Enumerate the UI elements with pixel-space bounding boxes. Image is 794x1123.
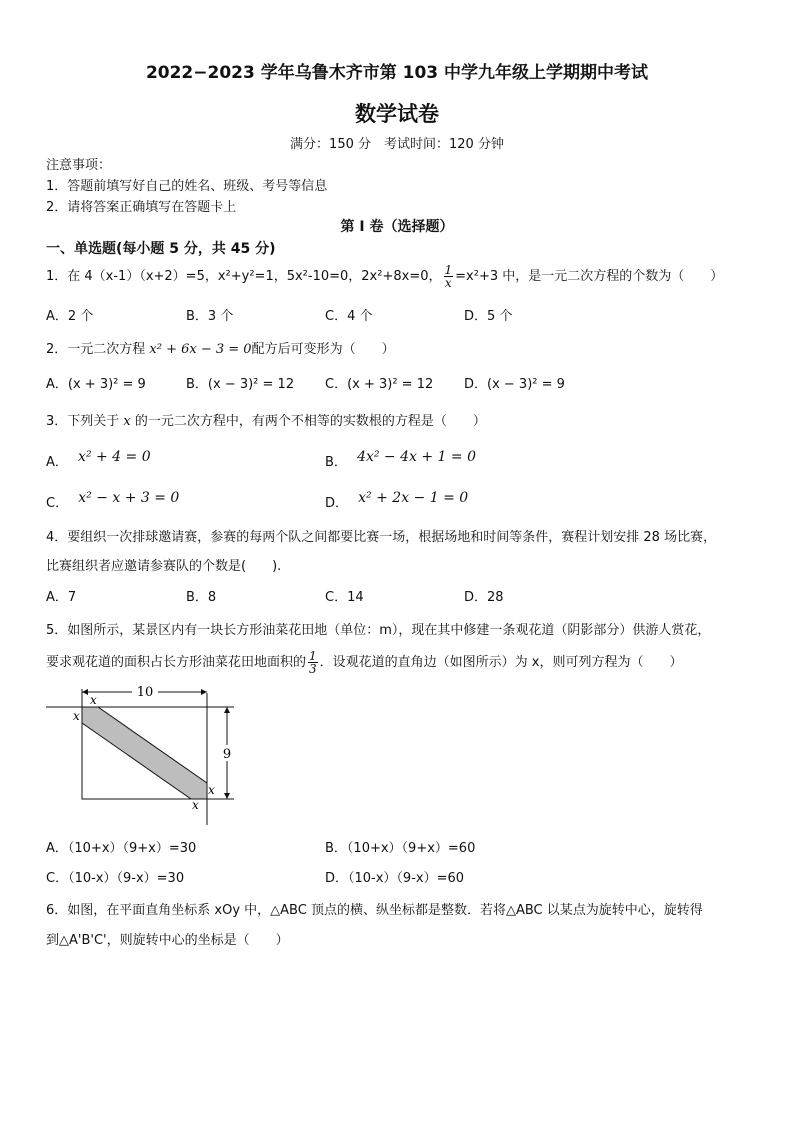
x-label-top: x — [90, 693, 97, 707]
width-label: 10 — [136, 685, 154, 700]
q5-option-a: A．（10+x）（9+x）=30 — [46, 841, 197, 856]
q3-option-b — [325, 446, 476, 470]
q2-option-a: A．(x + 3)² = 9 — [46, 377, 146, 392]
height-arrow-bottom — [224, 793, 230, 799]
exam-title: 2022−2023 学年乌鲁木齐市第 103 中学九年级上学期期中考试 — [145, 63, 649, 83]
path-shaded-region — [82, 707, 207, 799]
q3-variable: x — [123, 414, 131, 429]
x-label-right: x — [208, 783, 215, 797]
q3-option-c — [46, 487, 180, 511]
q3-option-b-label: B． — [325, 455, 347, 470]
flower-field-diagram — [46, 683, 236, 825]
part-heading: 一、单选题(每小题 5 分，共 45 分) — [46, 241, 276, 257]
q1-frac-den: x — [444, 276, 452, 290]
q2-equation: x² + 6x − 3 = 0 — [149, 342, 252, 357]
q2-option-c: C．(x + 3)² = 12 — [325, 377, 434, 392]
q3-option-b-eq: 4x² − 4x + 1 = 0 — [357, 449, 476, 465]
q5-frac-num: 1 — [309, 649, 317, 663]
q5-fraction — [308, 650, 318, 675]
q2-stem-a: 2．一元二次方程 — [46, 342, 150, 357]
x-label-bottom: x — [192, 798, 199, 812]
x-label-left: x — [73, 709, 80, 723]
q4-line-2: 比赛组织者应邀请参赛队的个数是( ). — [46, 559, 282, 574]
section-title: 第 I 卷（选择题） — [340, 219, 454, 235]
q3-option-a — [46, 446, 151, 470]
q3-option-a-eq: x² + 4 = 0 — [78, 449, 151, 465]
q5-option-c: C．（10-x）（9-x）=30 — [46, 871, 185, 886]
exam-meta: 满分：150 分 考试时间：120 分钟 — [290, 137, 504, 152]
flower-field-figure — [46, 683, 236, 825]
q4-option-d: D．28 — [464, 590, 504, 605]
q5-line-1: 5．如图所示，某景区内有一块长方形油菜花田地（单位：m），现在其中修建一条观花道（阴影部分）供游人赏花， — [46, 623, 711, 638]
width-arrow-right — [201, 689, 207, 695]
q4-option-b: B．8 — [186, 590, 217, 605]
q2-option-d: D．(x − 3)² = 9 — [464, 377, 565, 392]
q5-option-b: B．（10+x）（9+x）=60 — [325, 841, 476, 856]
q1-option-b: B．3 个 — [186, 309, 234, 324]
q5-line-2a: 要求观花道的面积占长方形油菜花田地面积的 — [46, 655, 307, 670]
q6-line-2: 到△A'B'C'，则旋转中心的坐标是（ ） — [46, 933, 289, 948]
q4-line-1: 4．要组织一次排球邀请赛，参赛的每两个队之间都要比赛一场，根据场地和时间等条件，赛程计划安排 28 场比赛， — [46, 530, 717, 545]
q3-option-c-label: C． — [46, 496, 69, 511]
q4-option-a: A．7 — [46, 590, 77, 605]
question-2-stem — [46, 338, 395, 357]
q5-frac-den: 3 — [309, 662, 317, 676]
notes-heading: 注意事项： — [46, 158, 112, 173]
q1-option-c: C．4 个 — [325, 309, 373, 324]
q2-stem-b: 配方后可变形为（ ） — [251, 342, 395, 357]
q5-line-2 — [46, 648, 682, 678]
q4-option-c: C．14 — [325, 590, 364, 605]
q1-option-d: D．5 个 — [464, 309, 513, 324]
q3-option-d-eq: x² + 2x − 1 = 0 — [358, 490, 469, 506]
q1-option-a: A．2 个 — [46, 309, 94, 324]
q3-option-a-label: A． — [46, 455, 68, 470]
q6-line-1: 6．如图，在平面直角坐标系 xOy 中，△ABC 顶点的横、纵坐标都是整数．若将△ABC 以某点为旋转中心，旋转得 — [46, 903, 703, 918]
notes-item: 2．请将答案正确填写在答题卡上 — [46, 200, 237, 215]
q1-suffix: =x²+3 中，是一元二次方程的个数为（ ） — [455, 269, 724, 284]
notes-item: 1．答题前填写好自己的姓名、班级、考号等信息 — [46, 179, 328, 194]
q2-option-b: B．(x − 3)² = 12 — [186, 377, 295, 392]
q3-stem-a: 3．下列关于 — [46, 414, 124, 429]
exam-subtitle: 数学试卷 — [355, 102, 439, 126]
q3-option-d-label: D． — [325, 496, 349, 511]
q1-fraction — [444, 264, 454, 289]
q3-stem-b: 的一元二次方程中，有两个不相等的实数根的方程是（ ） — [130, 414, 486, 429]
question-3-stem — [46, 410, 486, 429]
height-arrow-top — [224, 707, 230, 713]
q3-option-d — [325, 487, 469, 511]
question-1-stem — [46, 262, 723, 292]
height-label: 9 — [222, 747, 232, 762]
q3-option-c-eq: x² − x + 3 = 0 — [78, 490, 180, 506]
q1-frac-num: 1 — [444, 263, 453, 277]
q1-prefix: 1．在 4（x-1）（x+2）=5，x²+y²=1，5x²-10=0，2x²+8x=0， — [46, 269, 442, 284]
q5-option-d: D．（10-x）（9-x）=60 — [325, 871, 465, 886]
q5-line-2b: ．设观花道的直角边（如图所示）为 x，则可列方程为（ ） — [319, 655, 683, 670]
width-arrow-left — [82, 689, 88, 695]
